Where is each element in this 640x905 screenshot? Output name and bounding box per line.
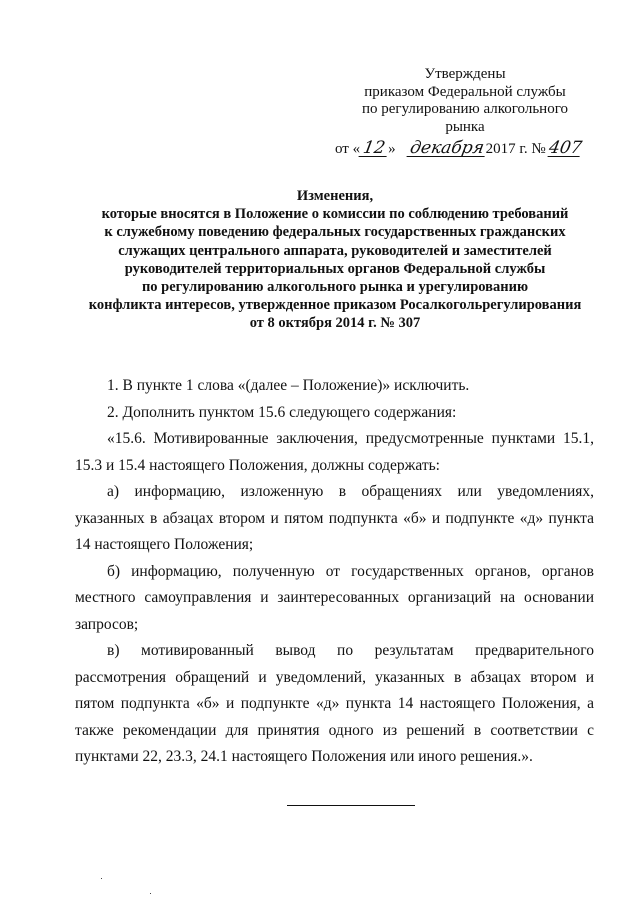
paragraph-a: а) информацию, изложенную в обращениях или уведомлениях, указанных в абзацах втором и пятом подпункта «б» и подпункте «д» пункта 14 настоящего Положения; [75, 483, 594, 553]
title-line: руководителей территориальных органов Федеральной службы [124, 260, 546, 277]
document-title [70, 187, 600, 333]
approval-line-3: по регулированию алкогольного [361, 101, 568, 117]
handwritten-month: декабря [408, 138, 486, 158]
paragraph-2: 2. Дополнить пунктом 15.6 следующего содержания: [107, 403, 457, 421]
approval-date-line [335, 140, 605, 159]
title-heading: Изменения, [296, 188, 374, 204]
document-body [75, 373, 594, 771]
paragraph-1: 1. В пункте 1 слова «(далее – Положение)» исключить. [107, 377, 470, 394]
handwritten-day: 12 [359, 140, 390, 157]
date-year: 2017 г. № [485, 141, 546, 157]
title-line: которые вносятся в Положение о комиссии по соблюдению требований [101, 206, 569, 223]
title-line: по регулированию алкогольного рынка и урегулированию [141, 279, 529, 296]
paragraph-v: в) мотивированный вывод по результатам предварительного рассмотрения обращений и уведомлений, указанных в абзацах втором и пятом подпункта «б» и подпункте «д» пункта 14 настоящего Положения, а также рекомендации для принятия одного из решений в соответствии с пунктами 22, 23.3, 24.1 настоящего Положения или иного решения.». [75, 642, 594, 765]
title-line: от 8 октября 2014 г. № 307 [249, 315, 421, 332]
title-line: конфликта интересов, утвержденное приказом Росалкогольрегулирования [88, 297, 582, 314]
approval-stamp [335, 66, 590, 158]
end-divider [287, 805, 415, 806]
paragraph-b: б) информацию, полученную от государственных органов, органов местного самоуправления и заинтересованных организаций на основании запросов; [75, 562, 594, 633]
handwritten-order-number: 407 [547, 138, 584, 158]
scan-speck [101, 878, 102, 879]
date-prefix: от « [335, 141, 361, 157]
approval-line-2: приказом Федеральной службы [364, 83, 566, 100]
date-mid: » [388, 141, 396, 157]
paragraph-15-6: «15.6. Мотивированные заключения, предусмотренные пунктами 15.1, 15.3 и 15.4 настоящего Положения, должны содержать: [75, 430, 594, 474]
title-line: к служебному поведению федеральных государственных гражданских [104, 224, 566, 241]
scan-speck [150, 893, 151, 894]
title-line: служащих центрального аппарата, руководителей и заместителей [118, 242, 552, 259]
approval-line-4: рынка [445, 118, 485, 135]
approval-line-1: Утверждены [424, 66, 506, 82]
